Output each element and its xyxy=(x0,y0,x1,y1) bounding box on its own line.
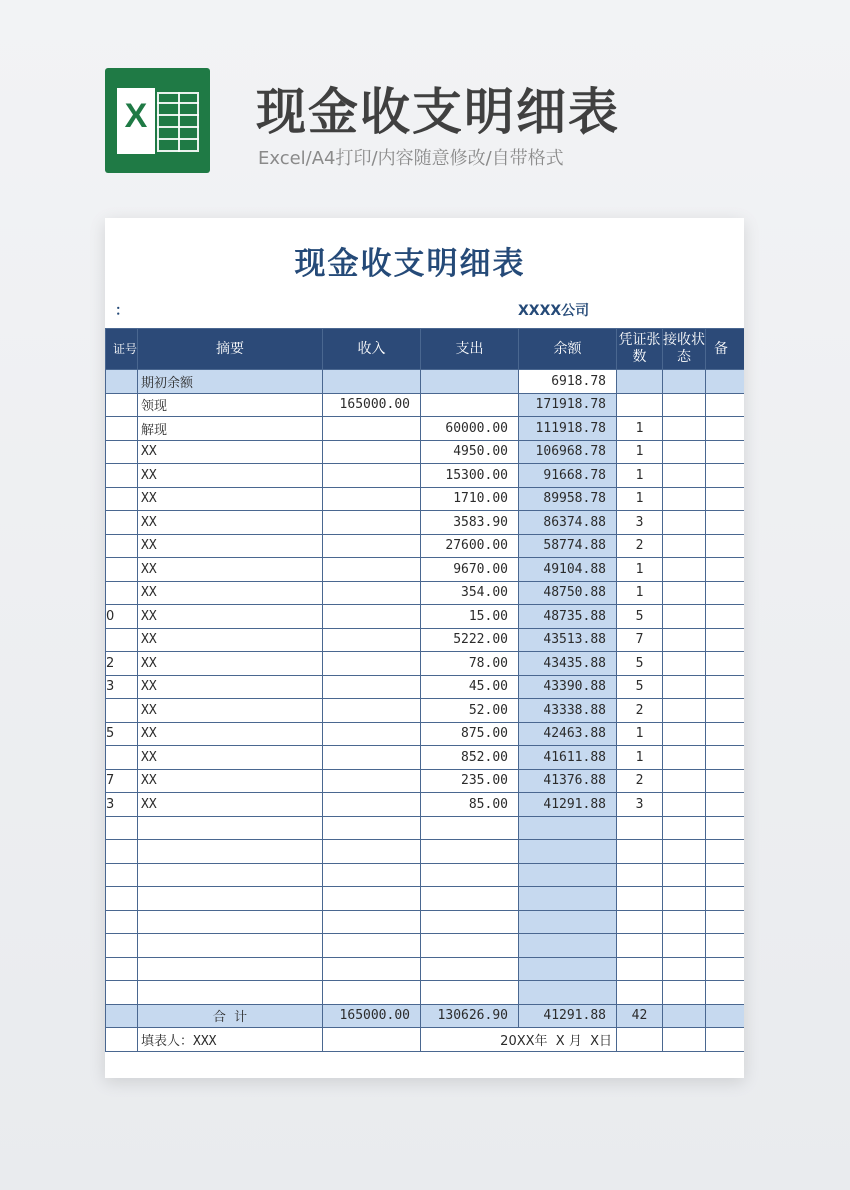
row-seq xyxy=(106,746,138,770)
row-seq xyxy=(106,934,138,958)
row-income xyxy=(323,370,421,394)
table-row xyxy=(106,722,745,746)
row-voucher xyxy=(617,957,663,981)
header-voucher: 凭证张数 xyxy=(617,329,663,370)
row-voucher xyxy=(617,863,663,887)
row-seq xyxy=(106,534,138,558)
row-voucher: 1 xyxy=(617,464,663,488)
row-income xyxy=(323,722,421,746)
row-balance: 43435.88 xyxy=(519,652,617,676)
footer-blank xyxy=(323,1028,421,1052)
row-expense xyxy=(421,840,519,864)
row-expense: 9670.00 xyxy=(421,558,519,582)
totals-expense: 130626.90 xyxy=(421,1004,519,1028)
empty-row xyxy=(106,934,745,958)
row-voucher: 1 xyxy=(617,440,663,464)
empty-row xyxy=(106,910,745,934)
row-note xyxy=(706,417,745,441)
document-title: 现金收支明细表 xyxy=(294,246,526,282)
table-row xyxy=(106,652,745,676)
table-row xyxy=(106,511,745,535)
row-income xyxy=(323,605,421,629)
footer-seq xyxy=(106,1028,138,1052)
row-expense: 354.00 xyxy=(421,581,519,605)
row-voucher: 1 xyxy=(617,722,663,746)
row-income xyxy=(323,769,421,793)
row-voucher: 5 xyxy=(617,605,663,629)
row-expense: 852.00 xyxy=(421,746,519,770)
row-note xyxy=(706,722,745,746)
row-receive xyxy=(663,487,706,511)
table-row xyxy=(106,628,745,652)
row-balance: 58774.88 xyxy=(519,534,617,558)
row-receive xyxy=(663,863,706,887)
row-voucher: 5 xyxy=(617,652,663,676)
row-income xyxy=(323,816,421,840)
excel-grid-shape xyxy=(157,92,199,152)
table-row xyxy=(106,746,745,770)
table-row xyxy=(106,581,745,605)
row-note xyxy=(706,981,745,1005)
row-summary: XX xyxy=(138,652,323,676)
row-expense xyxy=(421,887,519,911)
ledger-table xyxy=(105,328,744,1052)
row-seq: 7 xyxy=(106,769,138,793)
empty-row xyxy=(106,887,745,911)
row-summary xyxy=(138,840,323,864)
row-balance xyxy=(519,981,617,1005)
row-balance: 111918.78 xyxy=(519,417,617,441)
row-expense: 85.00 xyxy=(421,793,519,817)
row-summary xyxy=(138,957,323,981)
row-seq xyxy=(106,840,138,864)
row-receive xyxy=(663,957,706,981)
row-summary: XX xyxy=(138,746,323,770)
table-row xyxy=(106,675,745,699)
row-income xyxy=(323,863,421,887)
row-seq xyxy=(106,628,138,652)
row-income xyxy=(323,464,421,488)
row-receive xyxy=(663,769,706,793)
row-receive xyxy=(663,722,706,746)
row-expense xyxy=(421,934,519,958)
row-balance xyxy=(519,910,617,934)
row-receive xyxy=(663,887,706,911)
row-seq xyxy=(106,370,138,394)
row-voucher: 3 xyxy=(617,511,663,535)
row-expense xyxy=(421,981,519,1005)
row-income xyxy=(323,440,421,464)
table-row xyxy=(106,699,745,723)
row-seq xyxy=(106,464,138,488)
row-balance: 48735.88 xyxy=(519,605,617,629)
table-row xyxy=(106,393,745,417)
row-note xyxy=(706,393,745,417)
row-income xyxy=(323,581,421,605)
row-seq xyxy=(106,957,138,981)
row-balance xyxy=(519,934,617,958)
row-summary: XX xyxy=(138,581,323,605)
row-expense xyxy=(421,370,519,394)
row-balance xyxy=(519,863,617,887)
empty-row xyxy=(106,863,745,887)
footer-note xyxy=(706,1028,745,1052)
row-voucher xyxy=(617,934,663,958)
row-summary xyxy=(138,887,323,911)
promo-subtitle: Excel/A4打印/内容随意修改/自带格式 xyxy=(258,148,564,169)
row-balance: 41376.88 xyxy=(519,769,617,793)
row-income xyxy=(323,511,421,535)
row-receive xyxy=(663,840,706,864)
row-balance: 42463.88 xyxy=(519,722,617,746)
row-income xyxy=(323,675,421,699)
row-receive xyxy=(663,675,706,699)
row-note xyxy=(706,840,745,864)
totals-receive xyxy=(663,1004,706,1028)
row-seq xyxy=(106,863,138,887)
footer-date: 20XX年 X 月 X日 xyxy=(421,1028,617,1052)
row-income xyxy=(323,981,421,1005)
row-balance: 89958.78 xyxy=(519,487,617,511)
table-row xyxy=(106,464,745,488)
row-summary: XX xyxy=(138,511,323,535)
row-expense xyxy=(421,910,519,934)
row-receive xyxy=(663,793,706,817)
row-receive xyxy=(663,652,706,676)
row-receive xyxy=(663,628,706,652)
row-receive xyxy=(663,699,706,723)
row-expense xyxy=(421,863,519,887)
footer-receive xyxy=(663,1028,706,1052)
totals-income: 165000.00 xyxy=(323,1004,421,1028)
row-receive xyxy=(663,511,706,535)
header-balance: 余额 xyxy=(519,329,617,370)
table-row xyxy=(106,534,745,558)
row-note xyxy=(706,534,745,558)
totals-voucher: 42 xyxy=(617,1004,663,1028)
row-note xyxy=(706,487,745,511)
row-income xyxy=(323,487,421,511)
row-balance: 49104.88 xyxy=(519,558,617,582)
empty-row xyxy=(106,981,745,1005)
row-income: 165000.00 xyxy=(323,393,421,417)
row-receive xyxy=(663,558,706,582)
row-balance: 43513.88 xyxy=(519,628,617,652)
row-voucher xyxy=(617,816,663,840)
row-note xyxy=(706,746,745,770)
row-balance xyxy=(519,887,617,911)
row-expense: 60000.00 xyxy=(421,417,519,441)
row-expense xyxy=(421,816,519,840)
row-balance: 41611.88 xyxy=(519,746,617,770)
row-balance: 86374.88 xyxy=(519,511,617,535)
row-seq xyxy=(106,558,138,582)
row-summary xyxy=(138,863,323,887)
row-expense xyxy=(421,957,519,981)
document-page xyxy=(105,218,744,1078)
row-receive xyxy=(663,816,706,840)
totals-row xyxy=(106,1004,745,1028)
row-expense: 1710.00 xyxy=(421,487,519,511)
row-balance xyxy=(519,957,617,981)
row-expense: 4950.00 xyxy=(421,440,519,464)
row-balance: 48750.88 xyxy=(519,581,617,605)
row-summary: XX xyxy=(138,628,323,652)
row-seq: 2 xyxy=(106,652,138,676)
totals-balance: 41291.88 xyxy=(519,1004,617,1028)
row-receive xyxy=(663,393,706,417)
row-seq xyxy=(106,887,138,911)
row-income xyxy=(323,628,421,652)
table-row xyxy=(106,769,745,793)
row-voucher xyxy=(617,840,663,864)
footer-filler: 填表人：XXX xyxy=(138,1028,323,1052)
row-seq xyxy=(106,440,138,464)
company-name: XXXX公司 xyxy=(518,303,590,319)
table-row xyxy=(106,370,745,394)
row-voucher: 2 xyxy=(617,534,663,558)
row-expense xyxy=(421,393,519,417)
promo-title: 现金收支明细表 xyxy=(256,83,620,141)
table-row xyxy=(106,487,745,511)
row-voucher xyxy=(617,393,663,417)
row-voucher: 2 xyxy=(617,769,663,793)
row-note xyxy=(706,605,745,629)
row-note xyxy=(706,910,745,934)
row-balance: 171918.78 xyxy=(519,393,617,417)
row-summary: 解现 xyxy=(138,417,323,441)
row-income xyxy=(323,887,421,911)
row-note xyxy=(706,769,745,793)
row-receive xyxy=(663,370,706,394)
row-seq xyxy=(106,581,138,605)
row-voucher: 1 xyxy=(617,558,663,582)
header-summary: 摘要 xyxy=(138,329,323,370)
excel-logo-icon xyxy=(105,68,210,173)
row-seq xyxy=(106,816,138,840)
row-seq: 3 xyxy=(106,793,138,817)
table-row xyxy=(106,417,745,441)
row-receive xyxy=(663,981,706,1005)
row-note xyxy=(706,863,745,887)
row-summary: XX xyxy=(138,699,323,723)
row-seq xyxy=(106,487,138,511)
row-voucher: 1 xyxy=(617,581,663,605)
row-balance: 43390.88 xyxy=(519,675,617,699)
row-voucher: 2 xyxy=(617,699,663,723)
row-summary: XX xyxy=(138,605,323,629)
header-seq: 证号 xyxy=(106,329,138,370)
row-summary: XX xyxy=(138,464,323,488)
row-receive xyxy=(663,910,706,934)
row-voucher: 7 xyxy=(617,628,663,652)
row-income xyxy=(323,840,421,864)
row-expense: 5222.00 xyxy=(421,628,519,652)
footer-row xyxy=(106,1028,745,1052)
row-receive xyxy=(663,464,706,488)
row-balance: 43338.88 xyxy=(519,699,617,723)
empty-row xyxy=(106,816,745,840)
row-seq xyxy=(106,981,138,1005)
row-receive xyxy=(663,440,706,464)
row-seq xyxy=(106,910,138,934)
row-income xyxy=(323,910,421,934)
row-summary: 期初余额 xyxy=(138,370,323,394)
row-note xyxy=(706,511,745,535)
row-balance xyxy=(519,816,617,840)
row-income xyxy=(323,793,421,817)
row-summary: XX xyxy=(138,558,323,582)
header-income: 收入 xyxy=(323,329,421,370)
row-income xyxy=(323,699,421,723)
row-expense: 875.00 xyxy=(421,722,519,746)
row-income xyxy=(323,417,421,441)
row-note xyxy=(706,464,745,488)
row-expense: 15.00 xyxy=(421,605,519,629)
row-voucher xyxy=(617,910,663,934)
row-balance: 91668.78 xyxy=(519,464,617,488)
row-expense: 27600.00 xyxy=(421,534,519,558)
header-note: 备 xyxy=(706,329,745,370)
row-note xyxy=(706,816,745,840)
row-income xyxy=(323,534,421,558)
row-note xyxy=(706,581,745,605)
row-summary xyxy=(138,816,323,840)
header-receive: 接收状态 xyxy=(663,329,706,370)
row-summary xyxy=(138,910,323,934)
row-note xyxy=(706,793,745,817)
row-seq xyxy=(106,699,138,723)
row-voucher: 5 xyxy=(617,675,663,699)
row-note xyxy=(706,440,745,464)
row-voucher: 1 xyxy=(617,417,663,441)
row-seq xyxy=(106,511,138,535)
row-summary xyxy=(138,981,323,1005)
excel-x-letter: X xyxy=(124,97,148,135)
row-seq xyxy=(106,393,138,417)
row-note xyxy=(706,957,745,981)
row-note xyxy=(706,370,745,394)
row-note xyxy=(706,558,745,582)
row-note xyxy=(706,699,745,723)
row-note xyxy=(706,675,745,699)
footer-voucher xyxy=(617,1028,663,1052)
row-note xyxy=(706,887,745,911)
row-voucher: 1 xyxy=(617,746,663,770)
row-voucher xyxy=(617,981,663,1005)
row-summary: XX xyxy=(138,675,323,699)
empty-row xyxy=(106,957,745,981)
row-income xyxy=(323,558,421,582)
row-voucher: 1 xyxy=(617,487,663,511)
row-income xyxy=(323,652,421,676)
row-receive xyxy=(663,934,706,958)
row-summary xyxy=(138,934,323,958)
row-receive xyxy=(663,605,706,629)
ledger-body xyxy=(106,370,745,1052)
totals-note xyxy=(706,1004,745,1028)
row-receive xyxy=(663,534,706,558)
row-seq: 3 xyxy=(106,675,138,699)
table-row xyxy=(106,793,745,817)
row-receive xyxy=(663,417,706,441)
row-summary: XX xyxy=(138,793,323,817)
row-note xyxy=(706,628,745,652)
row-expense: 3583.90 xyxy=(421,511,519,535)
row-summary: XX xyxy=(138,440,323,464)
row-note xyxy=(706,934,745,958)
row-receive xyxy=(663,746,706,770)
row-summary: XX xyxy=(138,722,323,746)
row-seq xyxy=(106,417,138,441)
row-summary: XX xyxy=(138,487,323,511)
row-expense: 45.00 xyxy=(421,675,519,699)
row-income xyxy=(323,746,421,770)
row-summary: 领现 xyxy=(138,393,323,417)
totals-label: 合 计 xyxy=(138,1004,323,1028)
row-voucher xyxy=(617,887,663,911)
row-voucher xyxy=(617,370,663,394)
row-income xyxy=(323,957,421,981)
row-expense: 78.00 xyxy=(421,652,519,676)
row-summary: XX xyxy=(138,534,323,558)
table-row xyxy=(106,440,745,464)
row-balance xyxy=(519,840,617,864)
row-receive xyxy=(663,581,706,605)
row-balance: 106968.78 xyxy=(519,440,617,464)
row-expense: 235.00 xyxy=(421,769,519,793)
empty-row xyxy=(106,840,745,864)
totals-seq xyxy=(106,1004,138,1028)
row-seq: 5 xyxy=(106,722,138,746)
row-voucher: 3 xyxy=(617,793,663,817)
row-balance: 41291.88 xyxy=(519,793,617,817)
table-row xyxy=(106,558,745,582)
header-expense: 支出 xyxy=(421,329,519,370)
unit-label: ： xyxy=(115,303,129,319)
table-row xyxy=(106,605,745,629)
row-expense: 15300.00 xyxy=(421,464,519,488)
header-row xyxy=(106,329,745,370)
row-summary: XX xyxy=(138,769,323,793)
row-balance: 6918.78 xyxy=(519,370,617,394)
row-note xyxy=(706,652,745,676)
row-expense: 52.00 xyxy=(421,699,519,723)
row-income xyxy=(323,934,421,958)
row-seq: 0 xyxy=(106,605,138,629)
